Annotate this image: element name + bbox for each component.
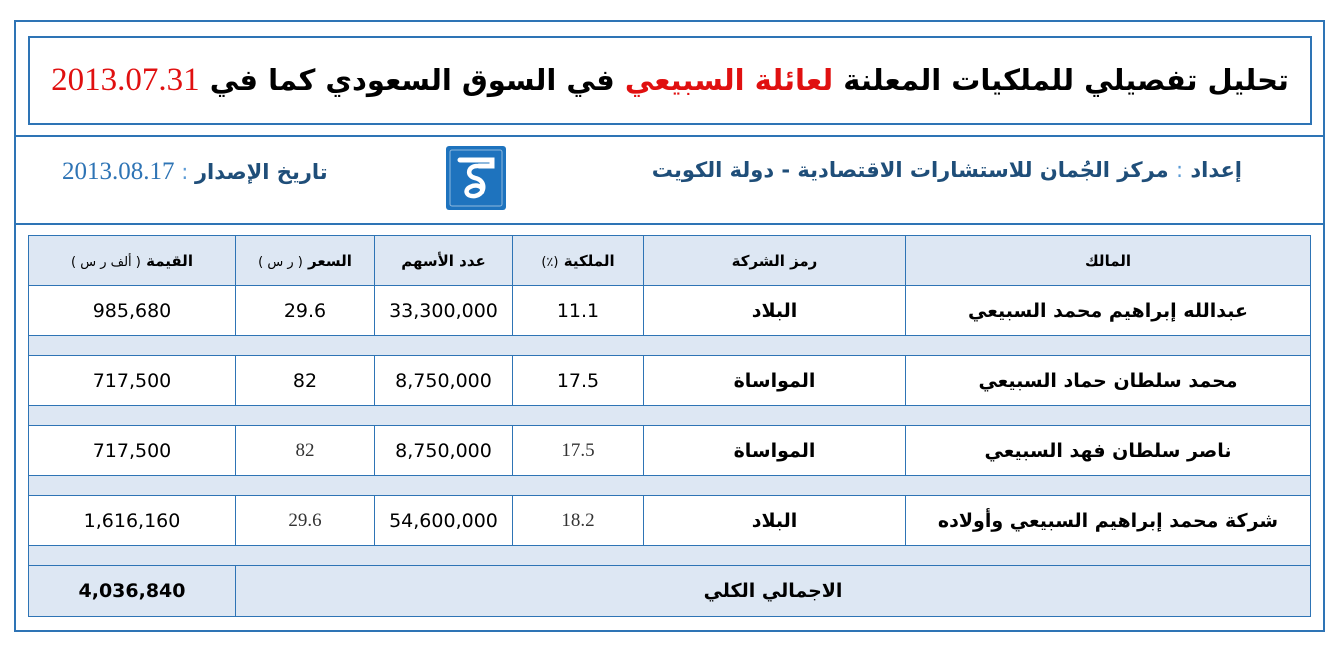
header-ownership-label: الملكية [563,251,615,270]
holdings-table [28,235,1311,617]
divider-top [14,135,1325,137]
header-company: رمز الشركة [644,236,906,286]
cell-company: البلاد [644,286,906,336]
title-part1: تحليل تفصيلي للملكيات المعلنة [843,63,1289,97]
cell-owner: ناصر سلطان فهد السبيعي [906,426,1311,476]
cell-shares: 54,600,000 [375,496,513,546]
header-shares: عدد الأسهم [375,236,513,286]
issue-date [62,158,328,186]
cell-owner: عبدالله إبراهيم محمد السبيعي [906,286,1311,336]
spacer-row [29,336,1311,356]
cell-owner: شركة محمد إبراهيم السبيعي وأولاده [906,496,1311,546]
total-label: الاجمالي الكلي [236,566,1311,617]
prepared-by [652,158,1242,182]
total-row [29,566,1311,617]
cell-price: 29.6 [236,496,375,546]
spacer-row [29,546,1311,566]
table-row [29,286,1311,336]
cell-ownership: 17.5 [513,426,644,476]
cell-company: البلاد [644,496,906,546]
divider-bottom [14,223,1325,225]
spacer-row [29,406,1311,426]
aljuman-logo-icon [446,146,506,210]
prepared-by-value: مركز الجُمان للاستشارات الاقتصادية - دولة الكويت [651,158,1169,182]
cell-value: 1,616,160 [29,496,236,546]
cell-owner: محمد سلطان حماد السبيعي [906,356,1311,406]
table-row [29,426,1311,476]
table-header-row [29,236,1311,286]
cell-value: 717,500 [29,426,236,476]
header-value-unit: ( ألف ر س ) [71,254,141,270]
cell-value: 717,500 [29,356,236,406]
cell-ownership: 11.1 [513,286,644,336]
title-part2: في السوق السعودي كما في [209,63,615,97]
issue-date-value: 2013.08.17 [62,158,175,185]
title-family: لعائلة السبيعي [624,63,834,97]
spacer-row [29,476,1311,496]
header-ownership-unit: (٪) [541,254,559,270]
prepared-label: إعداد [1190,158,1242,182]
cell-shares: 33,300,000 [375,286,513,336]
cell-price: 29.6 [236,286,375,336]
cell-price: 82 [236,356,375,406]
cell-value: 985,680 [29,286,236,336]
total-value: 4,036,840 [29,566,236,617]
table-row [29,496,1311,546]
cell-price: 82 [236,426,375,476]
cell-ownership: 17.5 [513,356,644,406]
header-price-label: السعر [308,251,352,270]
title-date: 2013.07.31 [51,62,200,98]
cell-shares: 8,750,000 [375,356,513,406]
cell-company: المواساة [644,356,906,406]
header-value-label: القيمة [146,251,193,270]
issue-label: تاريخ الإصدار [194,160,328,184]
header-price-unit: ( ر س ) [258,254,303,270]
header-owner: المالك [906,236,1311,286]
cell-ownership: 18.2 [513,496,644,546]
header-ownership [513,236,644,286]
cell-company: المواساة [644,426,906,476]
issue-colon: : [181,160,189,184]
info-row [14,140,1325,220]
prepared-colon: : [1175,158,1184,182]
header-price [236,236,375,286]
table-row [29,356,1311,406]
report-title [51,62,1289,99]
title-box [28,36,1312,125]
cell-shares: 8,750,000 [375,426,513,476]
header-value [29,236,236,286]
